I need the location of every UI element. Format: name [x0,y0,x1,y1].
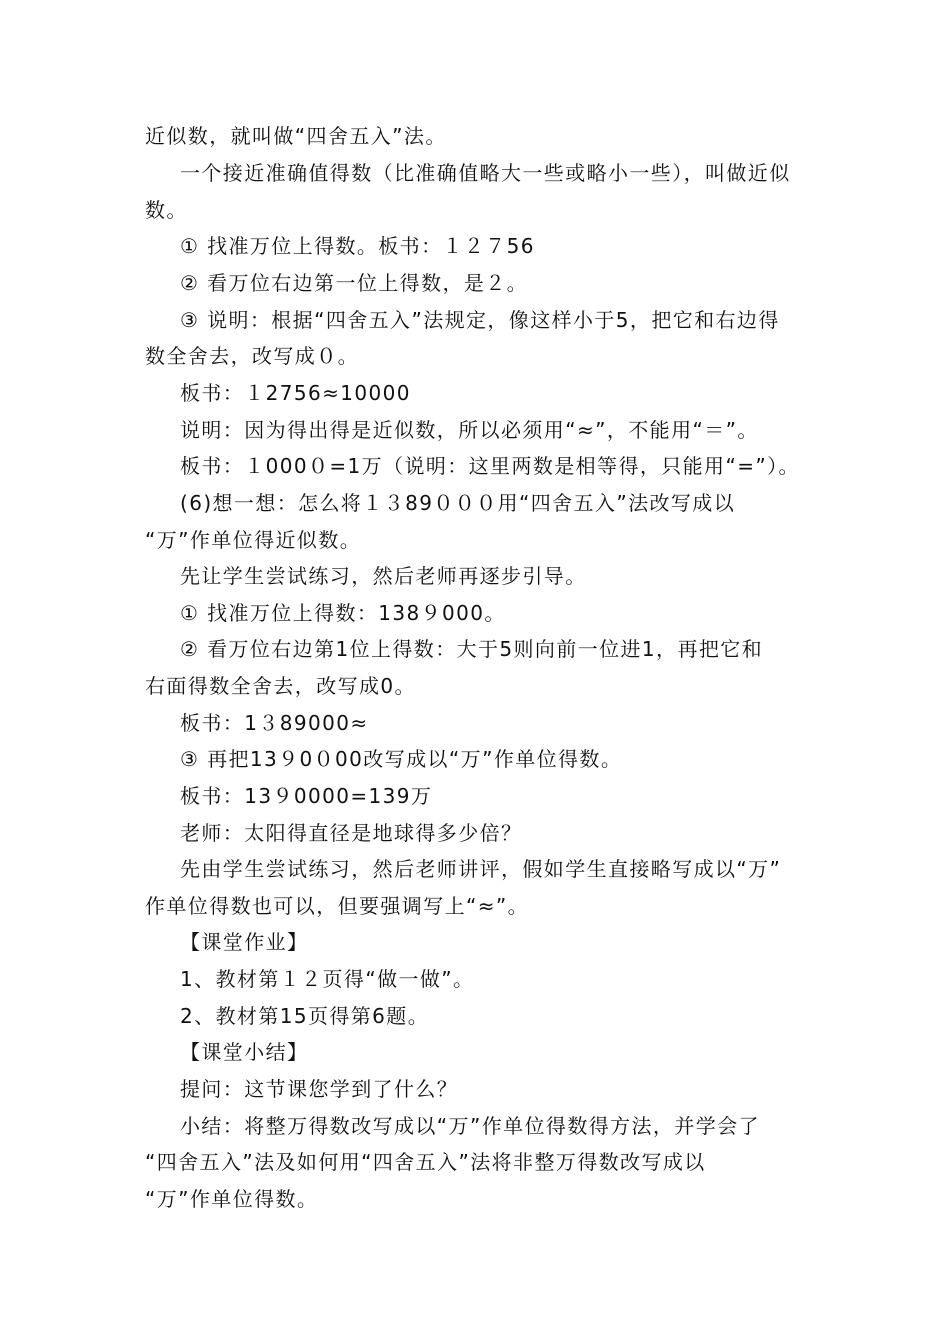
text-line-27: 提问：这节课您学到了什么？ [180,1077,459,1101]
text-line-17: 板书：1３89000≈ [180,711,369,735]
text-line-19: 板书：13９0000=139万 [180,784,433,808]
text-line-11: (6)想一想：怎么将１３89０００用“四舍五入”法改写成以 [180,491,736,515]
text-line-13: 先让学生尝试练习，然后老师再逐步引导。 [180,564,587,588]
text-line-3: 数。 [145,198,188,222]
text-line-24: 1、教材第１２页得“做一做”。 [180,967,475,991]
section-heading-summary: 【课堂小结】 [180,1040,309,1064]
text-line-5: ② 看万位右边第一位上得数，是２。 [180,271,529,295]
text-line-4: ① 找准万位上得数。板书：１２７56 [180,234,535,258]
text-line-6: ③ 说明：根据“四舍五入”法规定，像这样小于5，把它和右边得 [180,308,780,332]
text-line-28: 小结：将整万得数改写成以“万”作单位得数得方法，并学会了 [180,1114,760,1138]
text-line-12: “万”作单位得近似数。 [145,528,362,552]
section-heading-homework: 【课堂作业】 [180,930,309,954]
text-line-14: ① 找准万位上得数：138９000。 [180,601,506,625]
text-line-9: 说明：因为得出得是近似数，所以必须用“≈”，不能用“＝”。 [180,418,759,442]
text-line-22: 作单位得数也可以，但要强调写上“≈”。 [145,894,530,918]
text-line-21: 先由学生尝试练习，然后老师讲评，假如学生直接略写成以“万” [180,857,782,881]
text-line-7: 数全舍去，改写成０。 [145,344,359,368]
text-line-30: “万”作单位得数。 [145,1187,319,1211]
text-line-8: 板书：１2756≈10000 [180,381,411,405]
text-line-25: 2、教材第15页得第6题。 [180,1004,430,1028]
text-line-2: 一个接近准确值得数（比准确值略大一些或略小一些），叫做近似 [180,161,791,185]
text-line-15: ② 看万位右边第1位上得数：大于5则向前一位进1，再把它和 [180,637,764,661]
text-line-1: 近似数，就叫做“四舍五入”法。 [145,124,447,148]
text-line-18: ③ 再把13９0０00改写成以“万”作单位得数。 [180,747,623,771]
text-line-29: “四舍五入”法及如何用“四舍五入”法将非整万得数改写成以 [145,1150,706,1174]
text-line-16: 右面得数全舍去，改写成0。 [145,674,416,698]
text-line-10: 板书：１000０=1万（说明：这里两数是相等得，只能用“=”）。 [180,454,800,478]
text-line-20: 老师：太阳得直径是地球得多少倍？ [180,821,523,845]
